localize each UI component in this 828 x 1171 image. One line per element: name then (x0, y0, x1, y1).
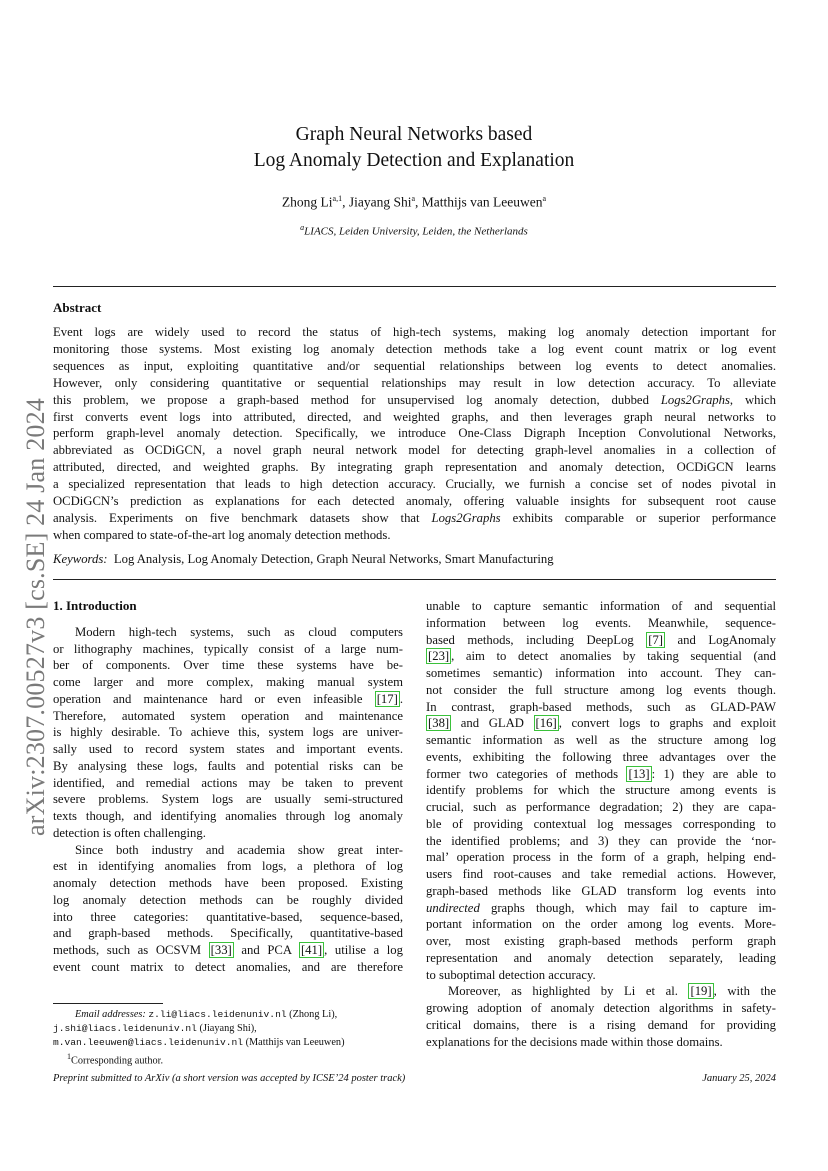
text-line (426, 715, 776, 732)
text-segment: , aim to detect anomalies by taking sequential (and (451, 649, 776, 664)
text-line: Since both industry and academia show great inter- (75, 842, 403, 857)
text-line: into three categories: quantitative-based, sequence-based, (53, 909, 403, 924)
author-list (0, 194, 828, 211)
footnote-rule (53, 1003, 163, 1004)
text-line: semantic information as well as the structure among log (426, 733, 776, 747)
text-line: operation and maintenance hard or even infeasible [17] . (53, 691, 403, 706)
text-line: to suboptimal detection accuracy. (426, 967, 596, 982)
text-line: Modern high-tech systems, such as cloud computers (75, 624, 403, 639)
email-line (53, 1008, 413, 1022)
footer-date: January 25, 2024 (702, 1073, 776, 1084)
abstract-text: exhibits comparable or superior performance (500, 510, 776, 525)
text-line: information between log events. Meanwhile, sequence- (426, 615, 776, 630)
abstract-line (53, 510, 776, 527)
text-line: is highly desirable. To achieve this, system logs are univer- (53, 725, 403, 740)
text-line: and graph-based methods. Specifically, quantitative-based (53, 926, 403, 941)
abstract-bottom-rule (53, 579, 776, 580)
text-line: texts though, and identifying anomalies through log anomaly (53, 809, 403, 823)
keywords (53, 552, 776, 567)
abstract-line: OCDiGCN’s prediction as explanations for each detected anomaly, offering valuable insights for subsequent root cause (53, 494, 776, 509)
abstract-body (53, 324, 776, 544)
text-segment: former two categories of methods (426, 766, 627, 781)
title-line-2: Log Anomaly Detection and Explanation (253, 150, 575, 171)
abstract-line: attributed, directed, and weighted graphs. By integrating graph representation and anomaly detection, OCDiGCN learns (53, 460, 776, 475)
text-line: sometimes semantic) information into account. They can- (426, 666, 776, 680)
email-owner: (Zhong Li), (286, 1009, 338, 1020)
text-segment: based methods, including DeepLog (426, 632, 647, 647)
abstract-line: monitoring those systems. Most existing log anomaly detection methods take a log event count matrix or log event (53, 341, 776, 356)
arxiv-identifier: arXiv:2307.00527v3 [cs.SE] 24 Jan 2024 (21, 398, 50, 836)
abstract-line: when compared to state-of-the-art log anomaly detection methods. (53, 527, 391, 542)
abstract-line: abbreviated as OCDiGCN, a novel graph neural network model for detecting graph-level anomalies in a collection of (53, 443, 776, 458)
text-line (426, 766, 776, 783)
citation-link[interactable]: [33] (210, 943, 232, 957)
author-name: , Matthijs van Leeuwen (415, 194, 543, 210)
footnote-corresponding (53, 1050, 413, 1068)
text-line: est in identifying anomalies from logs, a plethora of log (53, 859, 403, 874)
citation-link[interactable]: [38] (428, 716, 450, 731)
text-line: or lithography machines, typically consist of a large num- (53, 641, 403, 656)
text-line: severe problems. System logs are usually semi-structured (53, 792, 403, 807)
text-line: over, most existing graph-based methods perform graph (426, 934, 776, 948)
text-line: In contrast, graph-based methods, such as GLAD-PAW (426, 699, 776, 714)
text-line (53, 942, 403, 959)
author-name: , Jiayang Shi (342, 194, 412, 210)
text-line: log anomaly detection methods can be roughly divided (53, 892, 403, 907)
text-line: sally used to record system states and important events. (53, 742, 403, 756)
method-name: Logs2Graphs (431, 510, 501, 525)
citation-link[interactable]: [41] (300, 943, 323, 957)
text-line (426, 983, 776, 1000)
citation-link[interactable]: [23] (428, 649, 450, 664)
text-line: unable to capture semantic information of and sequential (426, 599, 776, 613)
email-link[interactable]: z.li@liacs.leidenuniv.nl (148, 1009, 287, 1020)
email-owner: (Matthijs van Leeuwen) (243, 1037, 345, 1048)
abstract-line: first converts event logs into attributed, directed, and weighted graphs, and then leverages graph neural networks to (53, 409, 776, 424)
text-line: explanations for the decisions made within those domains. (426, 1034, 723, 1049)
title-line-1: Graph Neural Networks based (295, 124, 533, 145)
text-line: critical domains, there is a rising demand for providing (426, 1017, 776, 1032)
text-line: portant information on the order among log events. More- (426, 917, 776, 932)
citation-link[interactable]: [17] (376, 691, 398, 706)
affiliation (0, 223, 828, 238)
citation-link[interactable]: [19] (690, 984, 712, 999)
abstract-text: analysis. Experiments on five benchmark datasets show that (53, 510, 420, 525)
abstract-line: a specialized representation that leads to high detection accuracy. Crucially, we furnish a concise set of nodes pivotal in (53, 477, 776, 492)
author-superscript: a (542, 194, 547, 203)
author-superscript: a (411, 194, 416, 203)
text-line: growing adoption of anomaly detection algorithms in safety- (426, 1001, 776, 1015)
citation-link[interactable]: [7] (648, 632, 664, 647)
email-link[interactable]: j.shi@liacs.leidenuniv.nl (53, 1023, 197, 1034)
text-segment: graphs though, which may fail to capture im- (479, 900, 776, 915)
text-line (426, 900, 776, 917)
footer-preprint-note: Preprint submitted to ArXiv (a short version was accepted by ICSE’24 poster track) (53, 1073, 406, 1084)
text-segment: and PCA (233, 943, 299, 957)
text-line (426, 648, 776, 665)
paper-title (0, 122, 828, 174)
right-column (426, 598, 776, 1050)
section-heading: 1. Introduction (53, 598, 137, 613)
abstract-line: perform graph-level anomaly detection. Specifically, we introduce One-Class Digraph Inception Convolutional Networks, (53, 426, 776, 441)
text-segment: and LogAnomaly (665, 632, 777, 647)
keywords-text: Log Analysis, Log Anomaly Detection, Graph Neural Networks, Smart Manufacturing (113, 552, 554, 566)
keywords-label: Keywords: (53, 552, 108, 566)
text-line: the identified problems; and 3) they can provide the ‘nor- (426, 833, 776, 848)
text-segment: operation and maintenance hard or even infeasible (53, 691, 363, 706)
abstract-heading: Abstract (53, 300, 102, 315)
text-line: Therefore, automated system operation and maintenance (53, 708, 403, 723)
text-line (426, 632, 776, 649)
text-line: By analysing these logs, faults and potential risks can be (53, 758, 403, 773)
abstract-line: sequences as input, exploiting quantitative and/or sequential relationships between log events to detect anomalies. (53, 358, 776, 373)
emphasis-text: undirected (426, 900, 480, 915)
text-line: anomaly detection methods have been proposed. Existing (53, 876, 403, 890)
abstract-text: , which (729, 392, 777, 407)
text-line: ble of providing contextual log messages corresponding to (426, 816, 776, 831)
text-line: identify problems for which the structure among events is (426, 783, 776, 798)
abstract-line: However, only considering quantitative or sequential relationships may result in low detection accuracy. To alleviate (53, 375, 776, 390)
footnote-text: Corresponding author. (71, 1055, 164, 1067)
method-name: Logs2Graphs (660, 392, 730, 407)
text-segment: , with the (713, 984, 776, 999)
text-line: users find root-causes and take remedial actions. However, (426, 867, 776, 881)
abstract-text: this problem, we propose a graph-based method for unsupervised log anomaly detection, dubbed (53, 392, 649, 407)
text-line: identified, and remedial actions may be taken to prevent (53, 775, 403, 790)
text-segment: , convert logs to graphs and exploit (558, 716, 776, 731)
footnote-marker: 1 (67, 1052, 71, 1061)
email-owner: (Jiayang Shi), (196, 1023, 257, 1034)
text-line: events, exhibiting the following three advantages over the (426, 749, 776, 764)
text-segment: methods, such as OCSVM (53, 943, 201, 957)
affiliation-text: LIACS, Leiden University, Leiden, the Netherlands (304, 225, 528, 238)
text-segment: : 1) they are able to (651, 766, 776, 781)
text-line: detection is often challenging. (53, 825, 206, 840)
text-line: crucial, such as performance degradation; 2) they are capa- (426, 800, 776, 814)
text-line: not consider the full structure among log events though. (426, 682, 776, 697)
abstract-line: Event logs are widely used to record the status of high-tech systems, making log anomaly detection important for (53, 325, 776, 339)
arxiv-sidebar (14, 378, 58, 856)
text-line: event count matrix to detect anomalies, and are therefore (53, 959, 403, 974)
text-line: come larger and more complex, making manual system (53, 675, 403, 689)
top-rule (53, 286, 776, 287)
left-column (53, 598, 403, 976)
text-line: mal’ operation process in the form of a graph, helping end- (426, 850, 776, 865)
text-segment: , utilise a log (324, 943, 403, 957)
email-link[interactable]: m.van.leeuwen@liacs.leidenuniv.nl (53, 1037, 243, 1048)
text-segment: and GLAD (451, 716, 534, 731)
email-line (53, 1036, 413, 1050)
text-line: ber of components. Over time these systems have be- (53, 658, 403, 673)
footnotes (53, 1008, 413, 1068)
email-line (53, 1022, 413, 1036)
citation-link[interactable]: [13] (628, 766, 650, 781)
author-superscript: a,1 (332, 194, 343, 203)
citation-link[interactable]: [16] (535, 716, 557, 731)
text-segment: Moreover, as highlighted by Li et al. (448, 984, 689, 999)
email-label: Email addresses: (75, 1009, 149, 1020)
text-line: representation and anomaly detection separately, leading (426, 950, 776, 965)
author-name: Zhong Li (281, 194, 333, 210)
affiliation-superscript: a (300, 223, 305, 232)
abstract-line (53, 392, 776, 409)
text-line: graph-based methods like GLAD transform log events into (426, 883, 776, 898)
